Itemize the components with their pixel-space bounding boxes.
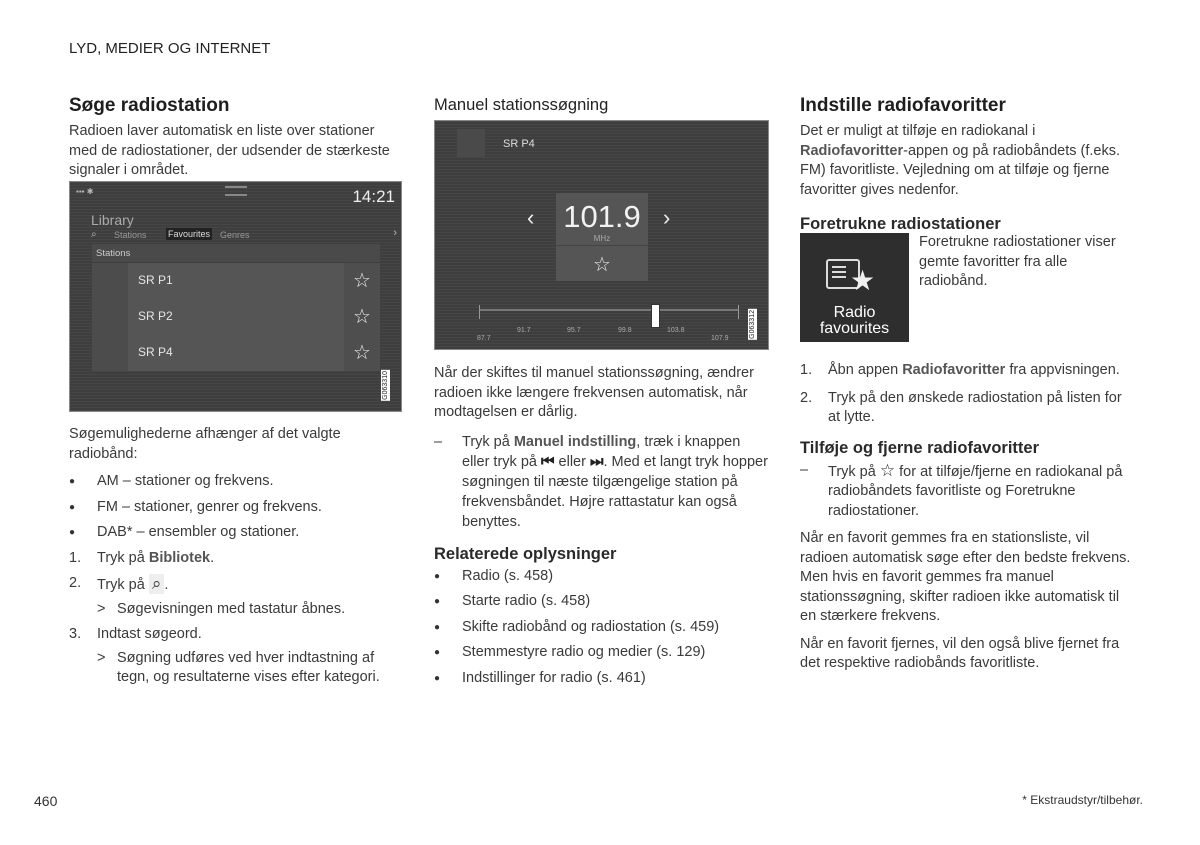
- related-link[interactable]: ● Starte radio (s. 458): [434, 592, 769, 612]
- bibliotek-label: Bibliotek: [148, 549, 211, 566]
- related-link[interactable]: ● Skifte radiobånd og radiostation (s. 459): [434, 618, 769, 638]
- status-icons: ▪▪▪ ✱: [76, 187, 94, 196]
- favourites-intro: Det er muligt at tilføje en radiokanal i Radiofavoritter-appen og på radiobåndets (f.eks. FM) favoritliste. Vejledning om at tilføje og fjerne favoritter gives nedenfor.: [800, 123, 1120, 198]
- frequency-scale: [479, 309, 739, 311]
- scale-label: 107.9: [711, 335, 729, 342]
- clock: 14:21: [352, 187, 395, 206]
- station-row[interactable]: [92, 299, 380, 336]
- step-2: 2. Tryk på den ønskede radiostation på listen for at lytte.: [800, 389, 1122, 425]
- manual-paragraph: Når der skiftes til manuel stationssøgning, ændrer radioen ikke længere frekvensen automatisk, når modtagelsen er dårlig.: [434, 365, 754, 420]
- list-item: ● AM – stationer og frekvens.: [69, 472, 399, 492]
- manual-instruction: – Tryk på Manuel indstilling, træk i knappen eller tryk på ⏮ eller ⏭. Med et langt tryk hopper søgningen til næste tilgængelige station på frekvensbåndet. Højre rattastatur kan også benyttes.: [434, 432, 769, 532]
- star-icon: ☆: [879, 460, 896, 480]
- list-item: ● FM – stationer, genrer og frekvens.: [69, 498, 399, 518]
- scale-label: 87.7: [477, 335, 491, 342]
- station-thumbnail: [457, 129, 485, 157]
- add-remove-instruction: – Tryk på ☆ for at tilføje/fjerne en radiokanal på radiobåndets favoritliste og Foretrukne radiostationer.: [800, 461, 1135, 522]
- options-intro: Søgemulighederne afhænger af det valgte radiobånd:: [69, 426, 341, 462]
- figure-code: G063310: [382, 371, 389, 400]
- heading-related: Relaterede oplysninger: [434, 544, 617, 563]
- frequency-slider-handle[interactable]: [651, 304, 660, 328]
- list-header: Stations: [92, 244, 380, 262]
- step-2-result: > Søgevisningen med tastatur åbnes.: [97, 600, 399, 620]
- library-title: Library: [91, 212, 134, 228]
- tab-stations[interactable]: Stations: [114, 230, 147, 240]
- column-favourites: [800, 94, 1135, 237]
- station-name: SR P4: [138, 345, 173, 359]
- favourite-steps: [800, 361, 1135, 428]
- radio-favourites-tile[interactable]: [800, 233, 909, 342]
- tile-label: favourites: [819, 320, 890, 337]
- step-2: 2. Tryk på ⌕ . > Søgevisningen med tastatur åbnes.: [69, 574, 399, 619]
- step-1: 1. Tryk på Bibliotek.: [69, 549, 215, 566]
- scale-label: 103.8: [667, 327, 685, 334]
- frequency-display: [556, 193, 648, 281]
- frequency-unit: MHz: [593, 234, 611, 243]
- skip-forward-icon: ⏭: [589, 452, 604, 470]
- figure-code: G063312: [749, 310, 756, 339]
- station-row[interactable]: [92, 263, 380, 300]
- drag-handle-icon: [225, 186, 247, 196]
- manual-tuning-screenshot: [434, 120, 769, 350]
- scale-label: 95.7: [567, 327, 581, 334]
- page-number: 460: [34, 793, 58, 809]
- section-header: LYD, MEDIER OG INTERNET: [69, 40, 271, 57]
- step-3-result: > Søgning udføres ved hver indtastning af tegn, og resultaterne vises efter kategori.: [97, 649, 399, 688]
- star-icon[interactable]: ☆: [344, 263, 380, 299]
- library-screenshot: [69, 181, 402, 412]
- station-name: SR P2: [138, 309, 173, 323]
- star-icon: ★: [850, 265, 876, 296]
- step-1: 1. Åbn appen Radiofavoritter fra appvisningen.: [800, 362, 1120, 378]
- favourite-paragraph-1: Når en favorit gemmes fra en stationsliste, vil radioen automatisk søge efter den bedste frekvens. Men hvis en favorit gemmes fra manuel stationssøgning, skifter radioen ikke automatisk til en stærkere frekvens.: [800, 530, 1131, 624]
- column-search: [69, 94, 399, 181]
- tab-genres[interactable]: Genres: [220, 230, 250, 240]
- column-manual-body: [434, 364, 769, 694]
- column-favourites-body: [800, 361, 1135, 674]
- search-icon[interactable]: ⌕: [91, 229, 97, 240]
- heading-manual: Manuel stationssøgning: [434, 96, 609, 114]
- related-link[interactable]: ● Radio (s. 458): [434, 567, 769, 587]
- heading-preferred: Foretrukne radiostationer: [800, 215, 1001, 233]
- steps-list: [69, 549, 399, 688]
- related-list: [434, 567, 769, 689]
- skip-back-icon: ⏮: [540, 452, 555, 470]
- footnote: * Ekstraudstyr/tilbehør.: [1022, 793, 1143, 807]
- radiofavoritter-label: Radiofavoritter: [800, 142, 904, 159]
- star-icon[interactable]: ☆: [344, 299, 380, 335]
- scale-label: 99.8: [618, 327, 632, 334]
- list-item: ● DAB* – ensembler og stationer.: [69, 523, 399, 543]
- heading-add-remove: Tilføje og fjerne radiofavoritter: [800, 438, 1039, 457]
- station-thumbnail: [92, 299, 128, 335]
- search-icon: ⌕: [149, 574, 165, 594]
- station-thumbnail: [92, 263, 128, 299]
- intro-search: Radioen laver automatisk en liste over stationer med de radiostationer, der udsender de stærkeste signaler i området.: [69, 123, 390, 178]
- tile-label: Radio: [833, 304, 876, 321]
- favourite-paragraph-2: Når en favorit fjernes, vil den også blive fjernet fra det respektive radiobånds favoritliste.: [800, 635, 1120, 671]
- station-row[interactable]: [92, 335, 380, 372]
- station-thumbnail: [92, 335, 128, 371]
- heading-search: Søge radiostation: [69, 95, 230, 116]
- radiofavoritter-label: Radiofavoritter: [902, 362, 1006, 378]
- manuel-indstilling-label: Manuel indstilling: [513, 433, 637, 450]
- related-link[interactable]: ● Stemmestyre radio og medier (s. 129): [434, 643, 769, 663]
- station-name: SR P4: [503, 138, 535, 150]
- scale-label: 91.7: [517, 327, 531, 334]
- star-icon[interactable]: ☆: [344, 335, 380, 371]
- heading-favourites: Indstille radiofavoritter: [800, 95, 1006, 116]
- band-list: [69, 472, 399, 543]
- column-search-body: [69, 425, 399, 694]
- preferred-description: Foretrukne radiostationer viser gemte favoritter fra alle radiobånd.: [919, 234, 1116, 289]
- station-name: SR P1: [138, 273, 173, 287]
- step-3: 3. Indtast søgeord. > Søgning udføres ved hver indtastning af tegn, og resultaterne vises efter kategori.: [69, 625, 399, 688]
- chevron-right-icon[interactable]: ›: [663, 205, 671, 230]
- column-manual: [434, 94, 769, 116]
- frequency-value: 101.9: [563, 199, 641, 234]
- star-icon[interactable]: ☆: [593, 254, 611, 276]
- chevron-right-icon[interactable]: ›: [393, 227, 397, 239]
- related-link[interactable]: ● Indstillinger for radio (s. 461): [434, 669, 769, 689]
- chevron-left-icon[interactable]: ‹: [527, 205, 535, 230]
- tab-favourites[interactable]: Favourites: [168, 229, 211, 239]
